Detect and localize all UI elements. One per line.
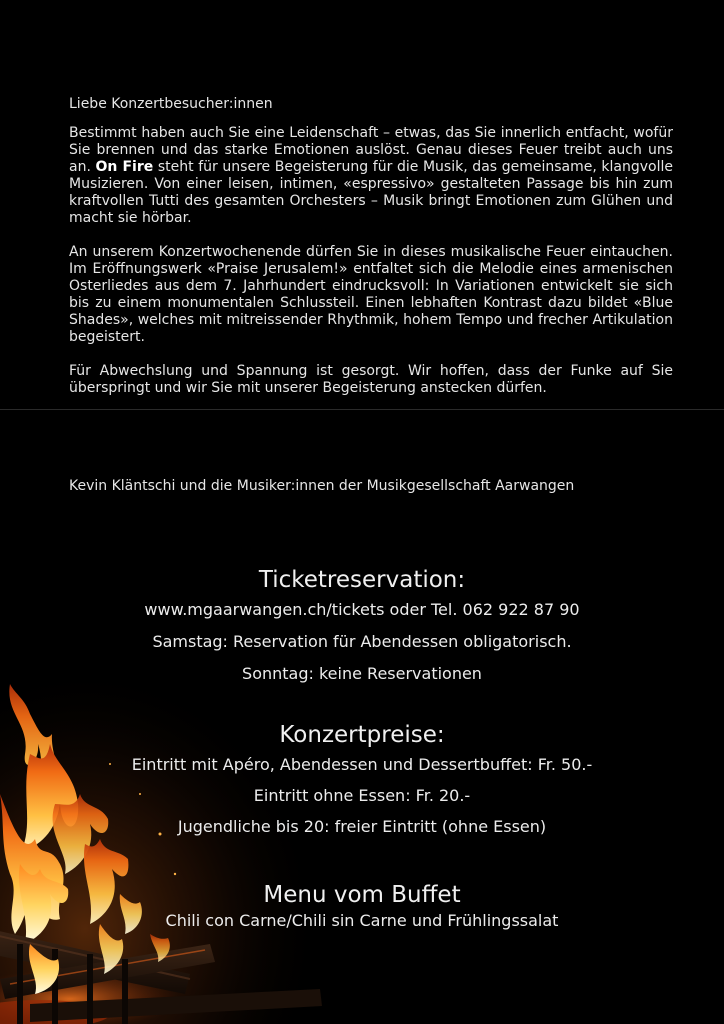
paragraph-1-rest: steht für unsere Begeisterung für die Musik, das gemeinsame, klangvolle Musizieren. Von einer leisen, intimen, «espressivo» gestalteten Passage bis hin zum kraftvollen Tutti des gesamten Orchesters – Musik bringt Emotionen zum Glühen und macht sie hörbar. [69,159,673,226]
price-no-food: Eintritt ohne Essen: Fr. 20.- [253,786,471,805]
menu-dishes: Chili con Carne/Chili sin Carne und Frühlingssalat [165,911,559,930]
menu-title: Menu vom Buffet [263,882,461,908]
letter-paragraph-3: Für Abwechslung und Spannung ist gesorgt. Wir hoffen, dass der Funke auf Sie überspringt und wir Sie mit unserer Begeisterung anstecken dürfen. [69,363,673,396]
signature: Kevin Kläntschi und die Musiker:innen der Musikgesellschaft Aarwangen [69,478,575,494]
paragraph-1-intro: Bestimmt haben auch Sie eine Leidenschaft – etwas, das Sie innerlich entfacht, wofür Sie brennen und das starke Emotionen auslöst. Genau dieses Feuer treibt auch uns an. [69,125,673,175]
prices-section [0,721,724,837]
salutation: Liebe Konzertbesucher:innen [69,96,273,112]
letter-paragraph-1 [69,125,673,227]
letter [69,96,673,414]
menu-section [0,881,724,931]
letter-paragraph-2: An unserem Konzertwochenende dürfen Sie in dieses musikalische Feuer eintauchen. Im Eröffnungswerk «Praise Jerusalem!» entfaltet sich die Melodie eines armenischen Osterliedes aus dem 7. Jahrhundert eindrucksvoll: In Variationen entwickelt sie sich bis zu einem monumentalen Schlussteil. Einen lebhaften Kontrast dazu bildet «Blue Shades», welches mit mitreissender Rhythmik, hohem Tempo und frecher Artikulation begeistert. [69,244,673,345]
saturday-note: Samstag: Reservation für Abendessen obligatorisch. [152,632,572,651]
price-youth: Jugendliche bis 20: freier Eintritt (ohne Essen) [177,817,547,836]
on-fire-emphasis: On Fire [95,159,154,175]
ticket-contact: www.mgaarwangen.ch/tickets oder Tel. 062 922 87 90 [144,600,580,619]
ticket-title: Ticketreservation: [258,567,466,593]
price-full: Eintritt mit Apéro, Abendessen und Dessertbuffet: Fr. 50.- [131,755,593,774]
prices-title: Konzertpreise: [279,722,445,748]
sunday-note: Sonntag: keine Reservationen [242,664,482,683]
ticket-section [0,566,724,684]
